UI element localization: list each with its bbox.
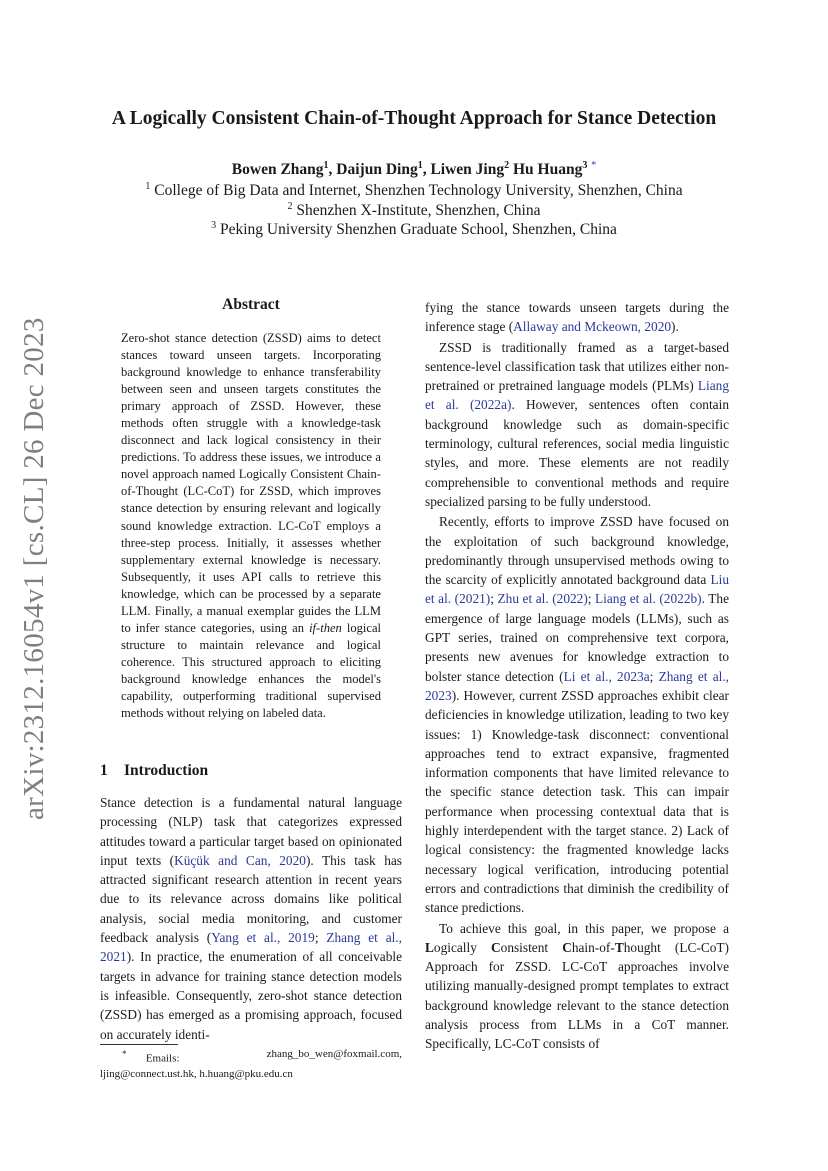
section-number: 1 <box>100 762 108 779</box>
citation-link[interactable]: Allaway and Mckeown, 2020 <box>513 319 672 335</box>
section-title: Introduction <box>124 762 209 779</box>
acronym-letter: T <box>614 939 624 955</box>
citation-link[interactable]: Li et al., 2023a <box>563 668 650 684</box>
body-text: hain-of- <box>571 939 615 955</box>
author-name: Liwen Jing <box>430 161 505 179</box>
author-name: Hu Huang <box>512 161 583 179</box>
citation-link[interactable]: Zhang et al., 2021 <box>100 930 402 965</box>
paragraph <box>425 512 729 917</box>
citation-link[interactable]: Küçük and Can, 2020 <box>174 852 306 868</box>
paragraph <box>425 919 729 1054</box>
affiliation-2 <box>0 201 828 220</box>
acronym-letter: L <box>425 939 434 955</box>
author-affiliation-mark: 3 <box>582 160 588 171</box>
body-text: onsistent <box>500 939 563 955</box>
citation-link[interactable]: Liang et al. (2022b) <box>595 591 702 607</box>
acronym-letter: C <box>491 939 501 955</box>
citation-link[interactable]: Yang et al., 2019 <box>211 930 315 946</box>
body-text: fying the stance towards unseen targets during the inference stage ( <box>425 300 729 335</box>
citation-link[interactable]: Liu et al. (2021) <box>425 572 729 607</box>
affiliation-1 <box>0 181 828 200</box>
author-list <box>0 160 828 179</box>
body-text: ). In practice, the enumeration of all conceivable targets in advance for training stance detection models is infeasible. Consequently, zero-shot stance detection (ZSSD) has emerged as a promising approach, focused on accurately identi- <box>100 949 402 1042</box>
abstract-heading: Abstract <box>222 296 280 313</box>
abstract-text: Zero-shot stance detection (ZSSD) aims to detect stances toward unseen targets. Incorporating background knowledge to enhance transferability between seen and unseen targets constitutes the primary approach of ZSSD. However, these methods often struggle with a knowledge-task disconnect and lack logical consistency in their predictions. To address these issues, we introduce a novel approach named Logically Consistent Chain-of-Thought (LC-CoT) for ZSSD, which improves stance detection by ensuring relevant and logically sound knowledge extraction. LC-CoT employs a three-step process. Initially, it assesses whether supplementary external knowledge is necessary. Subsequently, it uses API calls to retrieve this knowledge, which can be processed by a separate LLM. Finally, a manual exemplar guides the LLM to infer stance categories, using an <box>121 331 381 635</box>
affiliation-3 <box>0 220 828 239</box>
intro-paragraph <box>100 793 402 1044</box>
body-text: ). This task has attracted significant research attention in recent years due to its relevance across domains like political analysis, social media monitoring, and customer feedback analysis ( <box>100 852 402 946</box>
arxiv-identifier-stamp: arXiv:2312.16054v1 [cs.CL] 26 Dec 2023 <box>18 317 50 820</box>
affiliation-text: Shenzhen X-Institute, Shenzhen, China <box>296 202 541 220</box>
citation-link[interactable]: Zhang et al., 2023 <box>425 668 729 703</box>
footnote-mark: * <box>122 1049 127 1059</box>
paragraph <box>425 338 729 512</box>
author-name: Bowen Zhang <box>231 161 324 179</box>
body-text: ). <box>671 319 679 335</box>
body-text: ZSSD is traditionally framed as a target-based sentence-level classification task that utilizes either non-pretrained or pretrained language models (PLMs) <box>425 339 729 394</box>
body-text: ; <box>314 930 327 946</box>
author-affiliation-mark: 1 <box>417 160 423 171</box>
affiliation-text: Peking University Shenzhen Graduate School, Shenzhen, China <box>219 221 617 239</box>
body-text: hought (LC-CoT) Approach for ZSSD. LC-CoT approaches involve utilizing manually-designed prompt templates to extract background knowledge relevant to the stance detection analysis process from LLMs in a CoT manner. Specifically, LC-CoT consists of <box>425 939 729 1052</box>
affiliation-text: College of Big Data and Internet, Shenzhen Technology University, Shenzhen, China <box>154 182 683 200</box>
section-heading-introduction <box>100 762 208 780</box>
body-text: . The emergence of large language models (LLMs), such as GPT series, trained on comprehensive text corpora, presents new avenues for knowledge extraction to bolster stance detection ( <box>425 591 729 684</box>
author-separator: , <box>328 161 337 179</box>
affiliation-number: 2 <box>287 201 293 212</box>
citation-link[interactable]: Liang et al. (2022a) <box>425 378 729 413</box>
paper-title: A Logically Consistent Chain-of-Thought Approach for Stance Detection <box>111 108 717 129</box>
body-text: ; <box>490 591 498 607</box>
body-text: ; <box>649 668 659 684</box>
body-text: ; <box>587 591 596 607</box>
email-link[interactable]: ljing@connect.ust.hk, h.huang@pku.edu.cn <box>100 1067 293 1080</box>
body-text: Recently, efforts to improve ZSSD have focused on the exploitation of such background knowledge, predominantly through unsupervised methods owing to the scarcity of explicitly annotated background data <box>425 514 729 588</box>
author-separator: , <box>422 161 431 179</box>
author-name: Daijun Ding <box>336 161 418 179</box>
body-text: Stance detection is a fundamental natural language processing (NLP) task that categorizes expressed attitudes toward a particular target based on opinionated input texts ( <box>100 795 402 868</box>
body-text: ogically <box>433 939 491 955</box>
author-affiliation-mark: 2 <box>504 160 510 171</box>
footnote <box>100 1047 402 1082</box>
affiliation-number: 1 <box>145 181 151 192</box>
citation-link[interactable]: Zhu et al. (2022) <box>497 591 588 607</box>
right-column <box>425 298 729 1054</box>
abstract-italic-term: if-then <box>309 620 342 635</box>
corresponding-author-mark[interactable]: * <box>591 160 597 171</box>
affiliation-number: 3 <box>211 220 217 231</box>
body-text: . However, sentences often contain background knowledge such as domain-specific terminology, cultural references, social media linguistic styles, and more. These elements are not readily comprehensible to conventional methods and require specialized parsing to be fully understood. <box>425 397 729 509</box>
abstract-body <box>121 330 381 722</box>
body-text: ). However, current ZSSD approaches exhibit clear deficiencies in knowledge utilization, leading to two key issues: 1) Knowledge-task disconnect: conventional approaches tend to extract expansive, fragmented information components that have limited relevance to the specific stance detection task. This can impair performance when processing contextual data that is highly interdependent with the target stance. 2) Lack of logical consistency: the fragmented knowledge lacks necessary logical verification, introducing potential errors and contradictions that diminish the credibility of stance predictions. <box>425 687 729 916</box>
author-affiliation-mark: 1 <box>323 160 329 171</box>
acronym-letter: C <box>562 939 572 955</box>
footnote-rule <box>100 1044 178 1045</box>
footnote-mark-group <box>100 1047 179 1067</box>
paragraph-continued <box>425 298 729 337</box>
abstract-text: logical structure to maintain relevance and logical coherence. This structured approach to eliciting background knowledge enhances the model's capability, outperforming traditional supervised methods without relying on labeled data. <box>121 620 382 721</box>
body-text: To achieve this goal, in this paper, we propose a <box>439 920 729 936</box>
email-link[interactable]: zhang_bo_wen@foxmail.com, <box>266 1048 402 1060</box>
footnote-label: Emails: <box>145 1052 180 1065</box>
